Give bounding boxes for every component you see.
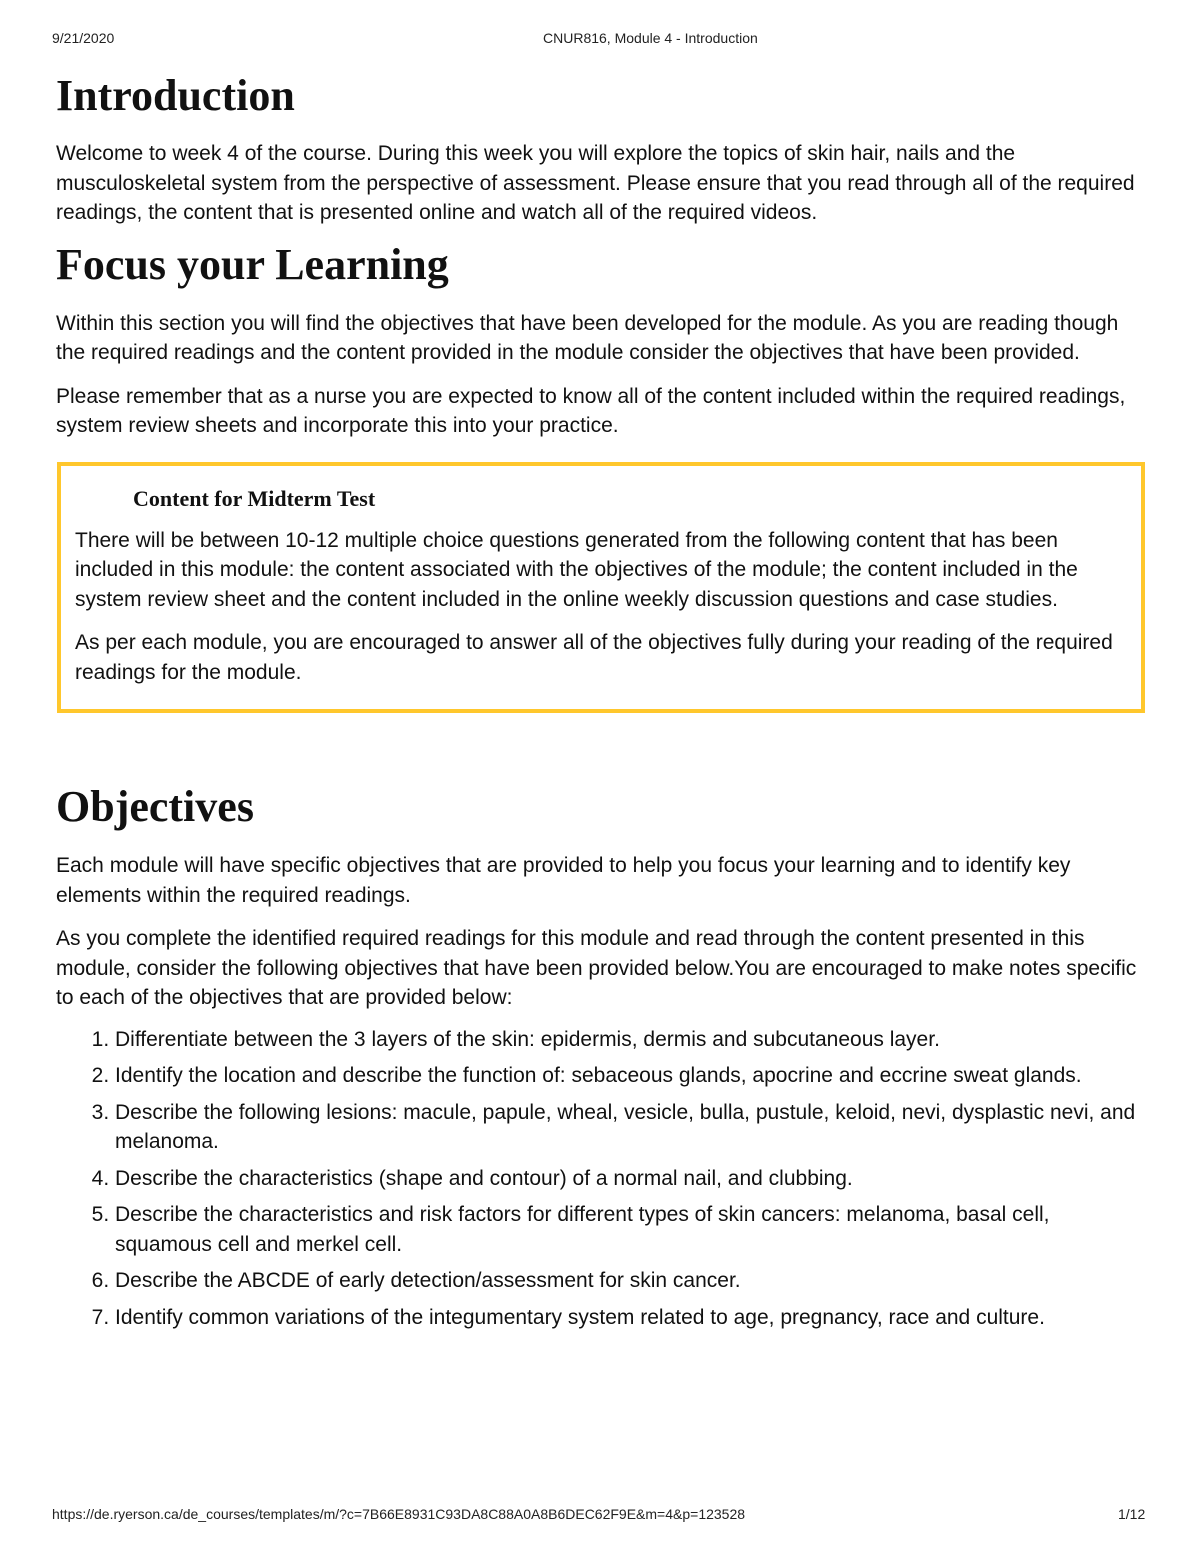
objective-item: 6. Describe the ABCDE of early detection/assessment for skin cancer. bbox=[115, 1266, 1146, 1296]
print-url: https://de.ryerson.ca/de_courses/templates/m/?c=7B66E8931C93DA8C88A0A8B6DEC62F9E&m=4&p=123528 bbox=[52, 1506, 746, 1522]
objective-item: 2. Identify the location and describe the function of: sebaceous glands, apocrine and eccrine sweat glands. bbox=[115, 1061, 1146, 1091]
intro-heading: Introduction bbox=[56, 71, 295, 120]
objective-item: 4. Describe the characteristics (shape and contour) of a normal nail, and clubbing. bbox=[115, 1164, 1146, 1194]
objectives-paragraph-1: Each module will have specific objectives that are provided to help you focus your learning and to identify key elements within the required readings. bbox=[56, 854, 1071, 907]
page-number: 1/12 bbox=[1118, 1506, 1146, 1522]
objective-item: 1. Differentiate between the 3 layers of the skin: epidermis, dermis and subcutaneous layer. bbox=[115, 1025, 1146, 1055]
print-date: 9/21/2020 bbox=[52, 30, 115, 46]
focus-paragraph-1: Within this section you will find the objectives that have been developed for the module. As you are reading though the required readings and the content provided in the module consider the objectives that have been provided. bbox=[56, 311, 1119, 364]
objective-item: 5. Describe the characteristics and risk factors for different types of skin cancers: melanoma, basal cell, squamous cell and merkel cell. bbox=[115, 1200, 1146, 1259]
page-content bbox=[56, 70, 1146, 1339]
focus-heading: Focus your Learning bbox=[56, 239, 449, 289]
midterm-callout bbox=[57, 462, 1145, 714]
intro-text: Welcome to week 4 of the course. During this week you will explore the topics of skin hair, nails and the musculoskeletal system from the perspective of assessment. Please ensure that you read through all of the required readings, the content that is presented online and watch all of the required videos. bbox=[56, 142, 1135, 224]
print-title: CNUR816, Module 4 - Introduction bbox=[543, 30, 758, 46]
focus-paragraph-2: Please remember that as a nurse you are expected to know all of the content included within the required readings, system review sheets and incorporate this into your practice. bbox=[56, 384, 1126, 437]
objective-item: 7. Identify common variations of the integumentary system related to age, pregnancy, race and culture. bbox=[115, 1303, 1146, 1333]
midterm-paragraph-2: As per each module, you are encouraged to answer all of the objectives fully during your reading of the required readings for the module. bbox=[75, 631, 1113, 684]
objective-item: 3. Describe the following lesions: macule, papule, wheal, vesicle, bulla, pustule, keloid, nevi, dysplastic nevi, and melanoma. bbox=[115, 1098, 1146, 1157]
objectives-heading: Objectives bbox=[56, 782, 254, 831]
objectives-list bbox=[56, 1025, 1146, 1333]
midterm-paragraph-1: There will be between 10-12 multiple choice questions generated from the following content that has been included in this module: the content associated with the objectives of the module; the content included in the system review sheet and the content included in the online weekly discussion questions and case studies. bbox=[75, 528, 1078, 611]
objectives-paragraph-2: As you complete the identified required readings for this module and read through the content presented in this module, consider the following objectives that have been provided below.You are encouraged to make notes specific to each of the objectives that are provided below: bbox=[56, 927, 1137, 1009]
midterm-title: Content for Midterm Test bbox=[133, 485, 376, 511]
